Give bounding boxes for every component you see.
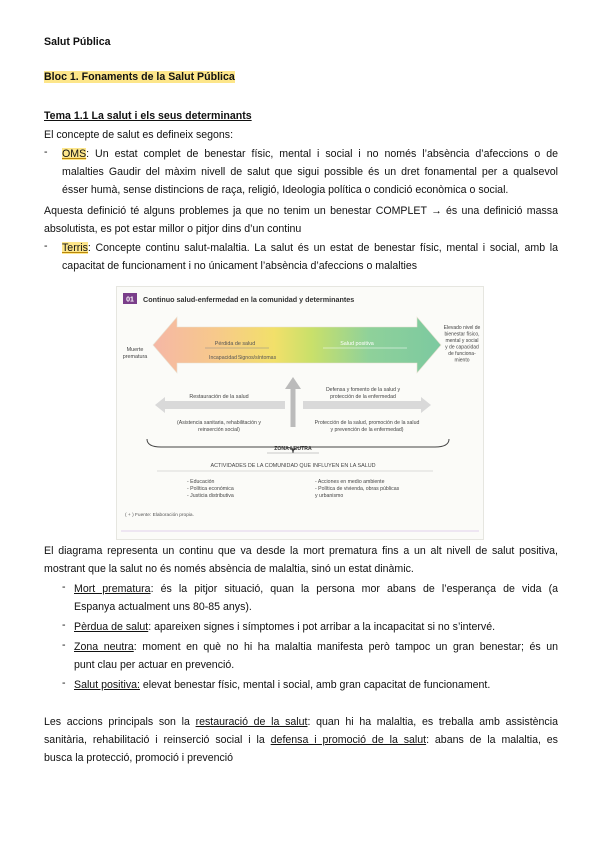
left-list-item-1: - Educación	[187, 479, 215, 485]
bullet-dash: -	[62, 677, 66, 689]
defensa-label-1: Defensa y fomento de la salud y	[325, 387, 401, 393]
zona-neutra-label: ZONA NEUTRA	[274, 446, 312, 452]
figure-number: 01	[126, 296, 134, 304]
accions-line-2	[44, 732, 558, 749]
defensa-detail-2: y prevención de la enfermedad)	[330, 427, 404, 433]
continuum-figure	[116, 286, 484, 540]
bullet-3-line-2: punt clau per actuar en prevenció.	[74, 659, 235, 671]
vertical-arrow-head	[285, 377, 301, 389]
bullet-1-term: Mort prematura	[74, 583, 151, 595]
left-list-item-2: - Política económica	[187, 486, 234, 492]
restauracio-term: restauració de la salut	[195, 716, 308, 728]
continuum-arrow	[153, 317, 441, 373]
right-list-item-1: - Acciones en medio ambiente	[315, 479, 385, 485]
left-end-label-1: Muerte	[126, 347, 144, 353]
bullet-dash: -	[62, 581, 66, 593]
bullet-dash: -	[62, 619, 66, 631]
list-dash: -	[44, 240, 48, 252]
accions-text-4: : abans de la malaltia, es	[426, 734, 558, 746]
terris-term: Terris	[62, 242, 88, 254]
right-end-line-6: miento	[454, 357, 470, 364]
list-dash: -	[44, 146, 48, 158]
diagram-line-1: El diagrama representa un continu que va desde la mort prematura fins a un alt nivell de salut positiva,	[44, 545, 558, 557]
oms-term: OMS	[62, 148, 87, 160]
figure-source: ( + ) Fuente: Elaboración propia.	[125, 513, 194, 518]
bullet-1-line-2: Espanya actualment uns 80-85 anys).	[74, 601, 252, 613]
bullet-3-term: Zona neutra	[74, 641, 134, 653]
continuum-diagram	[117, 287, 483, 539]
bullet-1-line-1	[74, 581, 558, 598]
bullet-2-text: : apareixen signes i símptomes i pot arribar a la incapacitat si no s’intervé.	[148, 621, 496, 633]
oms-line-1	[62, 146, 558, 163]
defensa-label-2: protección de la enfermedad	[330, 394, 396, 400]
terris-line-1	[62, 240, 558, 257]
actividades-right-list	[315, 479, 400, 499]
oms-text-1: : Un estat complet de benestar físic, mental i social i no només l’absència d’afeccions o de	[86, 148, 558, 160]
restauracion-label: Restauración de la salud	[189, 394, 249, 400]
right-list-item-2: - Política de vivienda, obras públicas	[315, 486, 400, 492]
restauracion-detail-1: (Asistencia sanitaria, rehabilitación y	[177, 420, 261, 426]
sintomas-label: Signos/síntomas	[237, 355, 277, 361]
bullet-1-text: : és la pitjor situació, quan la persona mor abans de l’esperança de vida (a	[150, 583, 558, 595]
accions-text-2: : quan hi ha malaltia, es treballa amb assistència	[307, 716, 558, 728]
diagram-line-2: mostrant que la salut no és només absència de malaltia, sinó un estat dinàmic.	[44, 563, 414, 575]
incapacidad-label: Incapacidad	[209, 355, 237, 361]
right-end-line-3: mental y social	[445, 338, 479, 344]
intro-text: El concepte de salut es defineix segons:	[44, 129, 234, 141]
bullet-4-text: elevat benestar físic, mental i social, amb gran capacitat de funcionament.	[139, 679, 491, 691]
bullet-2-term: Pèrdua de salut	[74, 621, 149, 633]
actividades-left-list	[187, 479, 234, 499]
bullet-3-line-1	[74, 639, 558, 656]
bullet-3-text: : moment en què no hi ha malaltia manifesta però tampoc un gran benestar; és un	[133, 641, 558, 653]
left-list-item-3: - Justicia distributiva	[187, 493, 234, 499]
salud-positiva-label: Salud positiva	[340, 341, 374, 347]
bullet-2-line-1	[74, 619, 558, 636]
right-end-line-5: de funciona-	[448, 351, 476, 357]
problem-line-2: absolutista, es pot estar millor o pitjor dins d’un continu	[44, 223, 302, 235]
actividades-label: ACTIVIDADES DE LA COMUNIDAD QUE INFLUYEN EN LA SALUD	[210, 463, 376, 469]
accions-line-1	[44, 714, 558, 731]
figure-title: Continuo salud-enfermedad en la comunidad y determinantes	[143, 295, 355, 304]
restauracion-detail-2: reinserción social)	[198, 427, 240, 433]
bloc-title: Bloc 1. Fonaments de la Salut Pública	[44, 71, 235, 83]
left-end-label-2: prematura	[122, 354, 148, 360]
problem-line-1: Aquesta definició té alguns problemes ja que no tenim un benestar COMPLET → és una definició massa	[44, 205, 558, 217]
accions-text-3: sanitària, rehabilitació i reinserció social i la	[44, 734, 271, 746]
defensa-term: defensa i promoció de la salut	[270, 734, 427, 746]
terris-text-1: : Concepte continu salut-malaltia. La salut és un estat de benestar físic, mental i social, amb la	[87, 242, 558, 254]
oms-line-3: ésser humà, sense distincions de raça, religió, Ideologia política o condició econòmica o social.	[62, 184, 509, 196]
right-end-line-1: Elevado nivel de	[443, 325, 481, 331]
right-list-item-3: y urbanismo	[315, 493, 344, 499]
perdida-label: Pérdida de salud	[214, 341, 256, 347]
bullet-dash: -	[62, 639, 66, 651]
oms-line-2: malalties Gaudir del màxim nivell de salut que sigui possible és un dret fonamental per a qualsevol	[62, 166, 558, 178]
accions-line-3: busca la protecció, promoció i prevenció	[44, 752, 234, 764]
bullet-4-term: Salut positiva:	[74, 679, 140, 691]
bullet-4-line-1	[74, 677, 558, 694]
accions-text-1: Les accions principals son la	[44, 716, 196, 728]
section-title	[44, 71, 235, 83]
right-end-label	[444, 325, 481, 364]
document-header: Salut Pública	[44, 36, 111, 48]
terris-line-2: capacitat de funcionament i no únicament l’absència d’afeccions o malalties	[62, 260, 418, 272]
right-end-line-2: bienestar físico,	[444, 331, 480, 338]
topic-title: Tema 1.1 La salut i els seus determinants	[44, 110, 252, 122]
defensa-detail-1: Protección de la salud, promoción de la salud	[314, 420, 420, 426]
right-end-line-4: y de capacidad	[445, 344, 479, 351]
